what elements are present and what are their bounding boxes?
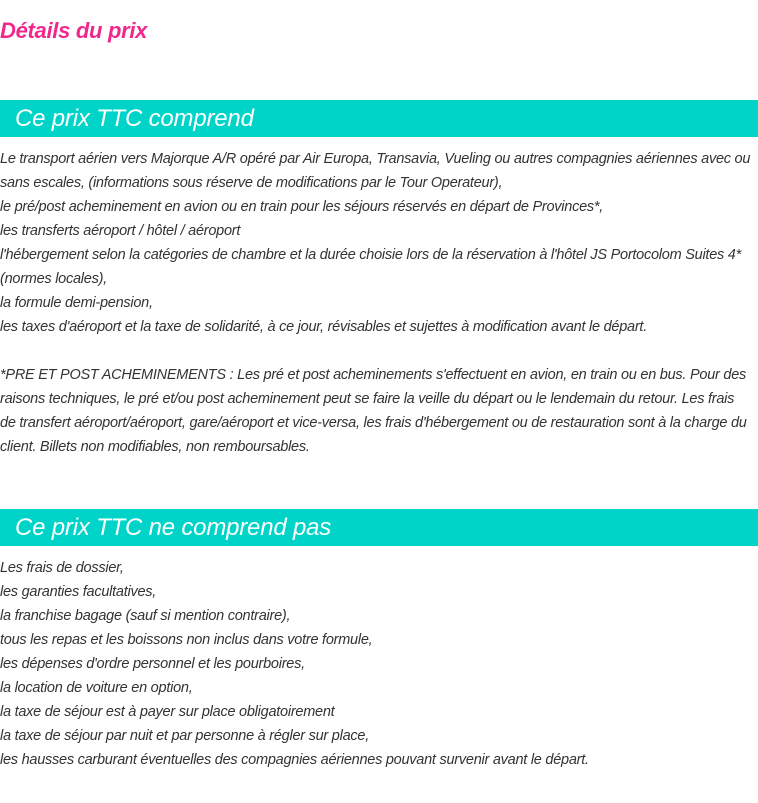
excluded-item: la taxe de séjour par nuit et par personne à régler sur place, [0,728,369,744]
excluded-item: la location de voiture en option, [0,680,193,696]
included-list [0,147,752,339]
included-item: la formule demi-pension, [0,295,153,311]
included-item: le pré/post acheminement en avion ou en train pour les séjours réservés en départ de Provinces*, [0,199,604,215]
included-item: les taxes d'aéroport et la taxe de solidarité, à ce jour, révisables et sujettes à modification avant le départ. [0,319,647,335]
included-item: l'hébergement selon la catégories de chambre et la durée choisie lors de la réservation à l'hôtel JS Portocolom Suites 4* (normes locales), [0,247,741,287]
excluded-item: Les frais de dossier, [0,560,124,576]
included-heading: Ce prix TTC comprend [0,100,758,137]
page-title: Détails du prix [0,18,148,43]
excluded-item: les garanties facultatives, [0,584,157,600]
excluded-item: tous les repas et les boissons non inclus dans votre formule, [0,632,373,648]
excluded-item: les dépenses d'ordre personnel et les pourboires, [0,656,305,672]
included-item: les transferts aéroport / hôtel / aéroport [0,223,241,239]
excluded-item: la franchise bagage (sauf si mention contraire), [0,608,291,624]
excluded-item: les hausses carburant éventuelles des compagnies aériennes pouvant survenir avant le départ. [0,752,589,768]
excluded-list [0,556,752,772]
transfer-note-text: *PRE ET POST ACHEMINEMENTS : Les pré et post acheminements s'effectuent en avion, en train ou en bus. Pour des raisons techniques, le pré et/ou post acheminement peut se faire la veille du départ ou le lendemain du retour. Les frais de transfert aéroport/aéroport, gare/aéroport et vice-versa, les frais d'hébergement ou de restauration sont à la charge du client. Billets non modifiables, non remboursables. [0,367,747,455]
excluded-heading: Ce prix TTC ne comprend pas [0,509,758,546]
excluded-item: la taxe de séjour est à payer sur place obligatoirement [0,704,335,720]
transfer-note [0,363,752,459]
included-item: Le transport aérien vers Majorque A/R opéré par Air Europa, Transavia, Vueling ou autres compagnies aériennes avec ou sans escales, (informations sous réserve de modifications par le Tour Operateur), [0,151,751,191]
